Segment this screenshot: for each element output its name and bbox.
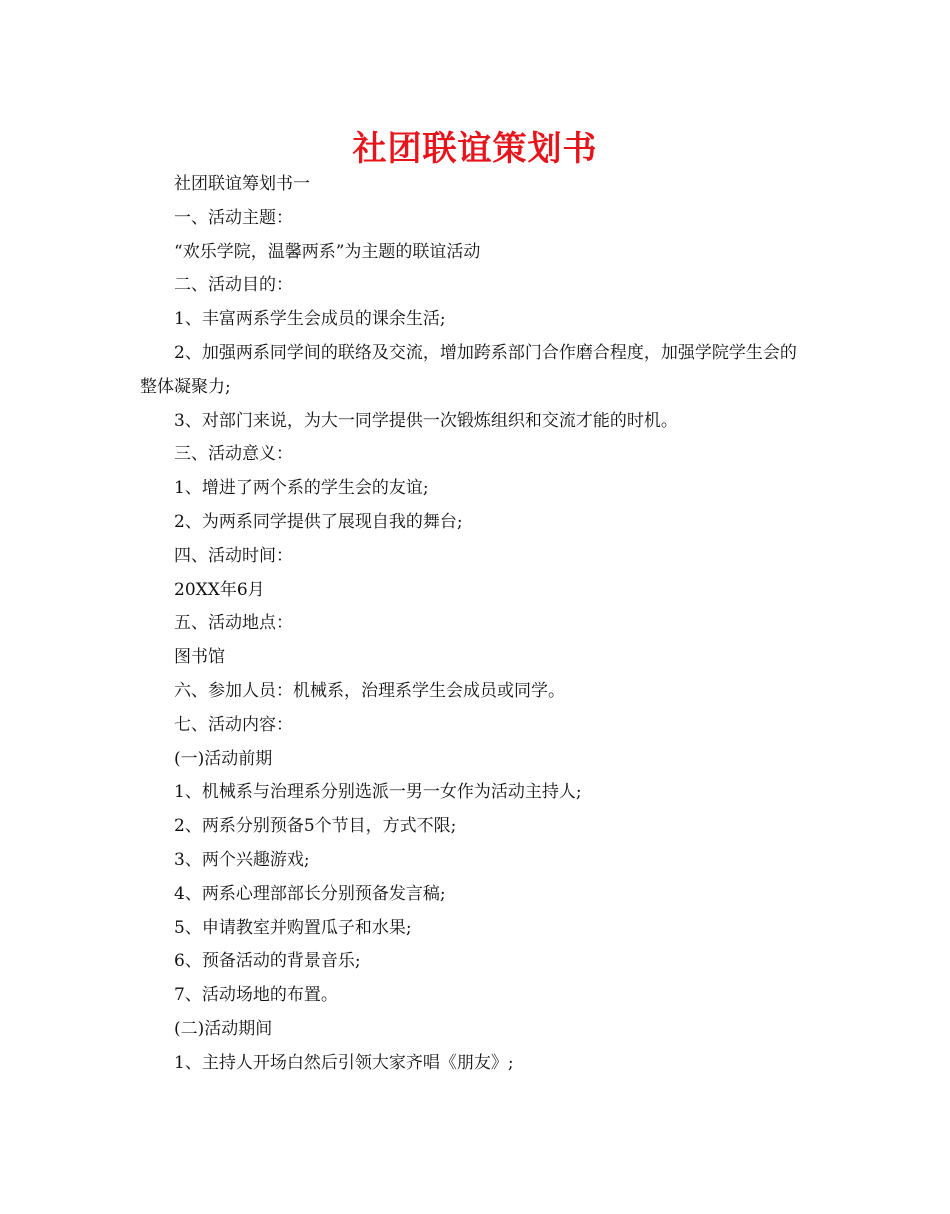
document-body [140,168,812,1081]
paragraph-heading-purpose: 二、活动目的： [174,275,293,296]
paragraph-subheading: (二)活动期间 [174,1018,273,1039]
paragraph: 2、加强两系同学间的联络及交流，增加跨系部门合作磨合程度，加强学院学生会的整体凝聚力; [140,342,797,397]
paragraph-heading-time: 四、活动时间： [174,545,293,566]
paragraph: 1、主持人开场白然后引领大家齐唱《朋友》; [174,1052,514,1073]
paragraph: 3、两个兴趣游戏; [174,849,310,870]
paragraph: 5、申请教室并购置瓜子和水果; [174,917,412,938]
paragraph: 6、预备活动的背景音乐; [174,951,361,972]
paragraph: 图书馆 [174,647,225,668]
paragraph-heading-content: 七、活动内容： [174,714,293,735]
paragraph-heading-participants: 六、参加人员：机械系，治理系学生会成员或同学。 [174,680,565,701]
paragraph: 1、机械系与治理系分别选派一男一女作为活动主持人; [174,782,582,803]
paragraph-heading-location: 五、活动地点： [174,613,293,634]
paragraph: 4、两系心理部部长分别预备发言稿; [174,883,446,904]
paragraph-heading-theme: 一、活动主题： [174,207,293,228]
paragraph: 1、增进了两个系的学生会的友谊; [174,478,429,499]
paragraph-subheading: (一)活动前期 [174,748,273,769]
paragraph: 2、两系分别预备5个节目，方式不限; [174,816,457,837]
paragraph: 20XX年6月 [174,579,265,600]
paragraph-subtitle: 社团联谊筹划书一 [174,174,310,194]
paragraph: 2、为两系同学提供了展现自我的舞台; [174,511,463,532]
paragraph: 7、活动场地的布置。 [174,985,338,1006]
document-title: 社团联谊策划书 [352,129,598,169]
paragraph: “欢乐学院，温馨两系”为主题的联谊活动 [174,241,481,262]
paragraph: 1、丰富两系学生会成员的课余生活; [174,309,446,330]
paragraph-heading-meaning: 三、活动意义： [174,444,293,465]
paragraph: 3、对部门来说，为大一同学提供一次锻炼组织和交流才能的时机。 [174,410,678,431]
